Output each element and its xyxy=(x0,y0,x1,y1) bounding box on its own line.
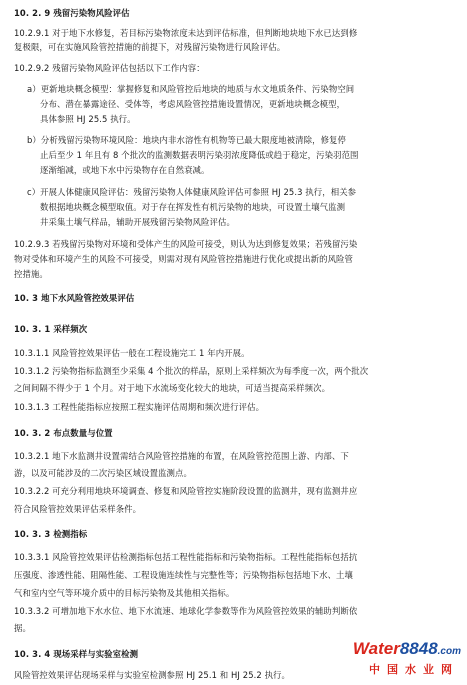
paragraph-line: 10.2.9.3 若残留污染物对环境和受体产生的风险可接受，则认为达到修复效果；若残留污染 xyxy=(14,239,358,249)
list-item-a-cont: 具体参照 HJ 25.5 执行。 xyxy=(40,114,136,124)
list-item-c-cont: 数根据地块概念模型取值。对于存在挥发性有机污染物的地块，可设置土壤气监测 xyxy=(40,202,346,212)
section-heading-10-3-4: 10. 3. 4 现场采样与实验室检测 xyxy=(14,649,139,659)
section-heading-10-3-1: 10. 3. 1 采样频次 xyxy=(14,324,88,334)
paragraph-line: 10.2.9.2 残留污染物风险评估包括以下工作内容： xyxy=(14,63,205,73)
paragraph-line: 之间间隔不得少于 1 个月。对于地下水流场变化较大的地块，可适当提高采样频次。 xyxy=(14,383,331,393)
paragraph-line: 10.3.1.2 污染物指标监测至少采集 4 个批次的样品，原则上采样频次为每季度一次，两个批次 xyxy=(14,366,369,376)
paragraph-line: 压强度、渗透性能、阻隔性能、工程设施连续性与完整性等；污染物指标包括地下水、土壤 xyxy=(14,570,353,580)
paragraph-line: 气和室内空气等环境介质中的目标污染物及其他相关指标。 xyxy=(14,588,235,598)
paragraph-line: 10.3.2.2 可充分利用地块环境调查、修复和风险管控实施阶段设置的监测井，现有监测井应 xyxy=(14,486,358,496)
watermark-cn: 中国水业网 xyxy=(369,663,459,676)
list-item-b: b）分析残留污染物环境风险：地块内非水溶性有机物等已最大限度地被清除，修复停 xyxy=(27,135,346,145)
section-heading-10-2-9: 10. 2. 9 残留污染物风险评估 xyxy=(14,8,130,18)
paragraph-line: 物对受体和环境产生的风险不可接受，则需对现有风险管控措施进行优化或提出新的风险管 xyxy=(14,254,353,264)
list-item-c: c）开展人体健康风险评估：残留污染物人体健康风险评估可参照 HJ 25.3 执行，相关参 xyxy=(27,187,357,197)
watermark-suffix: .com xyxy=(437,646,461,657)
list-item-c-cont: 井采集土壤气样品，辅助开展残留污染物风险评估。 xyxy=(40,217,235,227)
paragraph-line: 10.3.3.2 可增加地下水水位、地下水流速、地球化学参数等作为风险管控效果的辅助判断依 xyxy=(14,606,358,616)
paragraph-line: 10.2.9.1 对于地下水修复，若目标污染物浓度未达到评估标准，但判断地块地下水已达到修 xyxy=(14,28,358,38)
list-item-a: a）更新地块概念模型：掌握修复和风险管控后地块的地质与水文地质条件、污染物空间 xyxy=(27,84,355,94)
paragraph-line: 复极限，可在实施风险管控措施的前提下，对残留污染物进行风险评估。 xyxy=(14,42,286,52)
list-item-b-cont: 逐渐缩减，或地下水中污染物存在自然衰减。 xyxy=(40,165,210,175)
list-item-a-cont: 分布、潜在暴露途径、受体等，考虑风险管控措施设置情况，更新地块概念模型， xyxy=(40,99,346,109)
paragraph-line: 10.3.1.1 风险管控效果评估一般在工程设施完工 1 年内开展。 xyxy=(14,348,250,358)
section-heading-10-3-3: 10. 3. 3 检测指标 xyxy=(14,529,88,539)
paragraph-line: 10.3.2.1 地下水监测井设置需结合风险管控措施的布置，在风险管控范围上游、内部、下 xyxy=(14,451,349,461)
paragraph-line: 符合风险管控效果评估采样条件。 xyxy=(14,504,142,514)
paragraph-line: 10.3.3.1 风险管控效果评估检测指标包括工程性能指标和污染物指标。工程性能指标包括抗 xyxy=(14,552,358,562)
section-heading-10-3-2: 10. 3. 2 布点数量与位置 xyxy=(14,428,113,438)
paragraph-line: 10.3.1.3 工程性能指标应按照工程实施评估周期和频次进行评估。 xyxy=(14,402,265,412)
watermark-wordmark xyxy=(353,639,461,659)
section-heading-10-3: 10. 3 地下水风险管控效果评估 xyxy=(14,293,135,303)
list-item-b-cont: 止后至少 1 年且有 8 个批次的监测数据表明污染羽浓度降低或趋于稳定，污染羽范围 xyxy=(40,150,359,160)
paragraph-line: 控措施。 xyxy=(14,269,48,279)
watermark-word-water: Water xyxy=(352,639,400,658)
paragraph-line: 游，以及可能涉及的二次污染区域设置监测点。 xyxy=(14,468,192,478)
watermark-logo xyxy=(341,639,461,679)
paragraph-line: 风险管控效果评估现场采样与实验室检测参照 HJ 25.1 和 HJ 25.2 执行。 xyxy=(14,670,291,680)
watermark-word-number: 8848 xyxy=(399,639,438,658)
paragraph-line: 据。 xyxy=(14,623,31,633)
